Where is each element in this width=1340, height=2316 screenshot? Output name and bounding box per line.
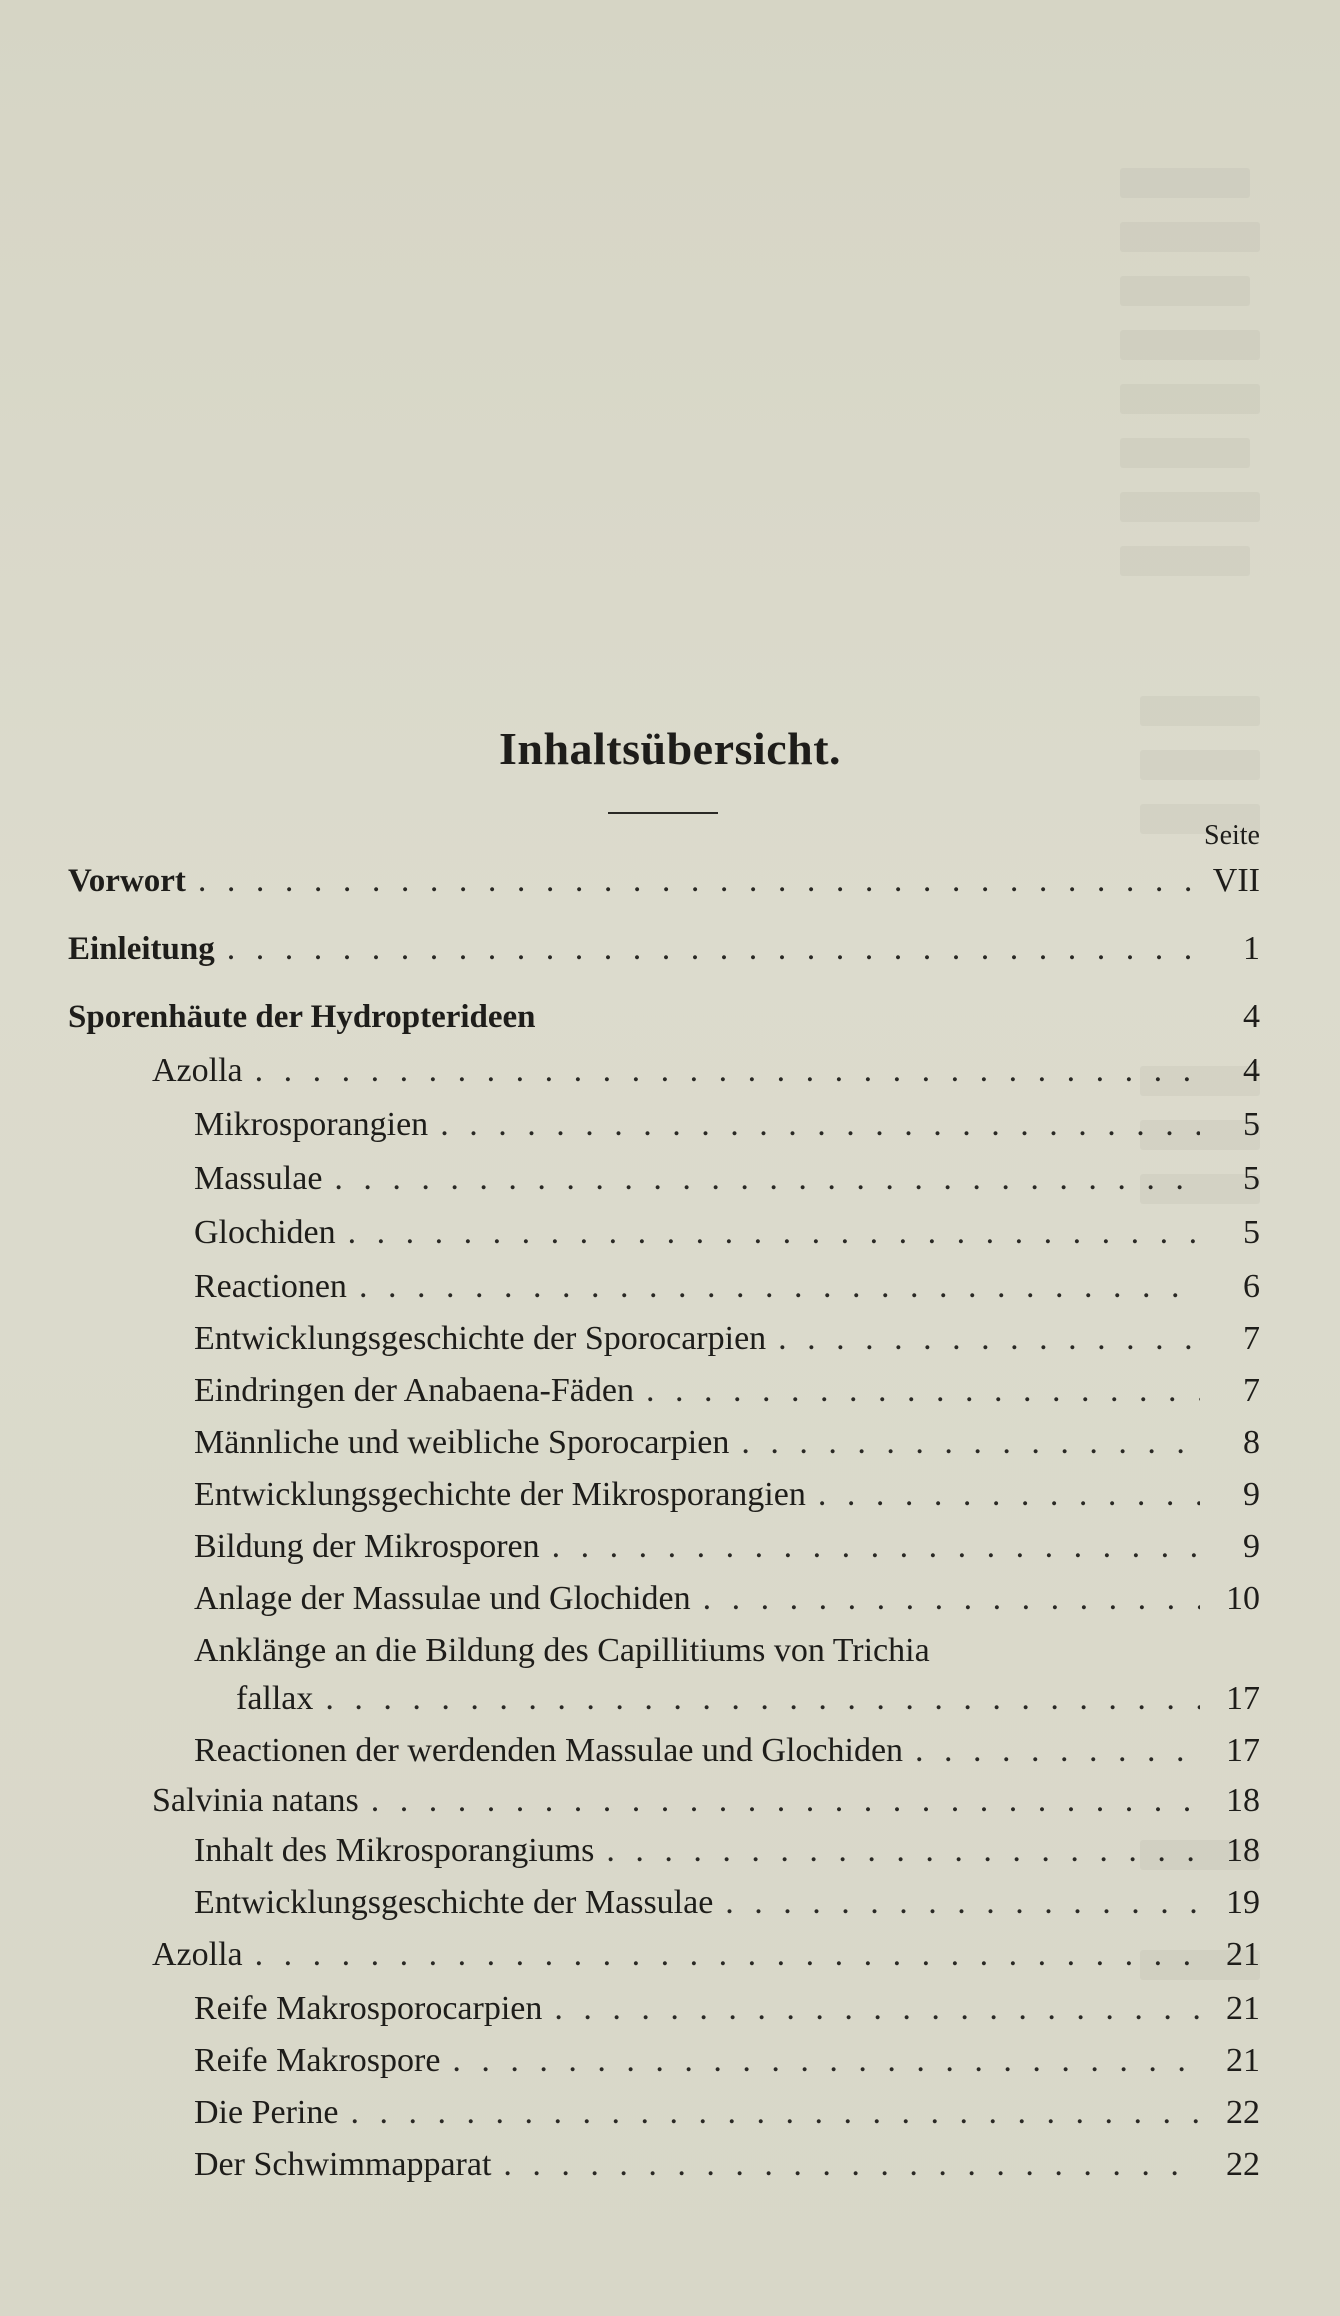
toc-entry-eindringen	[194, 1372, 1260, 1424]
toc-entry-die-perine	[194, 2094, 1260, 2146]
toc-label: Einleitung	[68, 931, 215, 967]
toc-label: fallax	[236, 1680, 314, 1717]
toc-label: Salvinia natans	[152, 1782, 359, 1819]
toc-page-number: 17	[1226, 1732, 1260, 1769]
toc-page-number: 1	[1243, 930, 1260, 967]
leader-dots	[766, 1320, 1200, 1358]
toc-page-number: 10	[1226, 1580, 1260, 1617]
leader-dots	[903, 1732, 1200, 1770]
leader-dots	[806, 1476, 1200, 1514]
toc-entry-anklaenge-line1: Anklänge an die Bildung des Capillitiums von Trichia	[194, 1632, 930, 1669]
toc-entry-reife-makrosporocarpien	[194, 1990, 1260, 2042]
toc-label: Inhalt des Mikrosporangiums	[194, 1832, 595, 1869]
leader-dots	[713, 1884, 1200, 1922]
leader-dots	[215, 930, 1200, 968]
toc-entry-azolla-2	[152, 1936, 1260, 1988]
toc-label: Entwicklungsgeschichte der Massulae	[194, 1884, 714, 1921]
toc-page-number: 7	[1243, 1372, 1260, 1409]
toc-page-number: 5	[1243, 1106, 1260, 1143]
toc-entry-glochiden	[194, 1214, 1260, 1266]
leader-dots	[542, 1990, 1200, 2028]
leader-dots	[186, 862, 1200, 900]
leader-dots	[243, 1052, 1200, 1090]
leader-dots	[338, 2094, 1200, 2132]
toc-page-number: 22	[1226, 2146, 1260, 2183]
leader-dots	[594, 1832, 1200, 1870]
toc-label: Reactionen	[194, 1268, 347, 1305]
toc-label: Reife Makrospore	[194, 2042, 441, 2079]
toc-entry-vorwort	[68, 862, 1260, 914]
toc-entry-sporenhaute	[68, 998, 1260, 1050]
toc-label: Entwicklungsgechichte der Mikrosporangien	[194, 1476, 806, 1513]
leader-dots	[440, 2042, 1200, 2080]
toc-label: Die Perine	[194, 2094, 339, 2131]
leader-dots	[729, 1424, 1200, 1462]
toc-entry-anklaenge	[236, 1680, 1260, 1732]
toc-label: Eindringen der Anabaena-Fäden	[194, 1372, 634, 1409]
toc-entry-entwicklung-sporocarpien	[194, 1320, 1260, 1372]
toc-label: Glochiden	[194, 1214, 336, 1251]
toc-label: Entwicklungsgeschichte der Sporocarpien	[194, 1320, 767, 1357]
toc-page-number: 5	[1243, 1214, 1260, 1251]
toc-page-number: 18	[1226, 1832, 1260, 1869]
leader-dots	[322, 1160, 1200, 1198]
toc-label: Sporenhäute der Hydropterideen	[68, 999, 536, 1035]
toc-entry-bildung-mikrosporen	[194, 1528, 1260, 1580]
leader-dots	[359, 1782, 1200, 1820]
toc-page-number: VII	[1212, 862, 1260, 899]
toc-page-number: 9	[1243, 1476, 1260, 1513]
toc-entry-reactionen-werdenden	[194, 1732, 1260, 1784]
toc-label: Vorwort	[68, 863, 186, 899]
toc-page-number: 21	[1226, 1990, 1260, 2027]
toc-page-number: 7	[1243, 1320, 1260, 1357]
leader-dots	[691, 1580, 1200, 1618]
toc-page-number: 17	[1226, 1680, 1260, 1717]
toc-page-number: 22	[1226, 2094, 1260, 2131]
toc-entry-massulae	[194, 1160, 1260, 1212]
toc-entry-entwicklung-mikrosporangien	[194, 1476, 1260, 1528]
toc-entry-reactionen	[194, 1268, 1260, 1320]
toc-label: Azolla	[152, 1052, 243, 1089]
toc-entry-inhalt-mikrosporangium	[194, 1832, 1260, 1884]
toc-page-number: 19	[1226, 1884, 1260, 1921]
leader-dots	[243, 1936, 1200, 1974]
toc-entry-salvinia-natans	[152, 1782, 1260, 1834]
toc-entry-mikrosporangien	[194, 1106, 1260, 1158]
page-column-header: Seite	[1204, 820, 1260, 851]
toc-entry-maennliche-weibliche	[194, 1424, 1260, 1476]
toc-entry-azolla	[152, 1052, 1260, 1104]
toc-label: Reife Makrosporocarpien	[194, 1990, 543, 2027]
toc-page-number: 4	[1243, 998, 1260, 1035]
toc-entry-entwicklung-massulae	[194, 1884, 1260, 1936]
toc-page-number: 4	[1243, 1052, 1260, 1089]
toc-page-number: 18	[1226, 1782, 1260, 1819]
toc-label: Massulae	[194, 1160, 323, 1197]
leader-dots	[336, 1214, 1200, 1252]
toc-page-number: 8	[1243, 1424, 1260, 1461]
leader-dots	[347, 1268, 1200, 1306]
toc-page-number: 21	[1226, 1936, 1260, 1973]
leader-dots	[634, 1372, 1200, 1410]
toc-label: Mikrosporangien	[194, 1106, 429, 1143]
leader-dots	[491, 2146, 1200, 2184]
toc-page-number: 6	[1243, 1268, 1260, 1305]
toc-page-number: 5	[1243, 1160, 1260, 1197]
toc-entry-reife-makrospore	[194, 2042, 1260, 2094]
leader-dots	[428, 1106, 1200, 1144]
page-title: Inhaltsübersicht.	[498, 723, 842, 774]
toc-page-number: 21	[1226, 2042, 1260, 2079]
toc-label: Anlage der Massulae und Glochiden	[194, 1580, 691, 1617]
toc-entry-einleitung	[68, 930, 1260, 982]
toc-label: Männliche und weibliche Sporocarpien	[194, 1424, 730, 1461]
toc-page-number: 9	[1243, 1528, 1260, 1565]
toc-label: Reactionen der werdenden Massulae und Glochiden	[194, 1732, 904, 1769]
toc-entry-anlage-massulae	[194, 1580, 1260, 1632]
leader-dots	[313, 1680, 1200, 1718]
toc-label: Azolla	[152, 1936, 243, 1973]
toc-entry-schwimmapparat	[194, 2146, 1260, 2198]
toc-label: Der Schwimmapparat	[194, 2146, 492, 2183]
leader-dots	[540, 1528, 1200, 1566]
toc-label: Bildung der Mikrosporen	[194, 1528, 540, 1565]
